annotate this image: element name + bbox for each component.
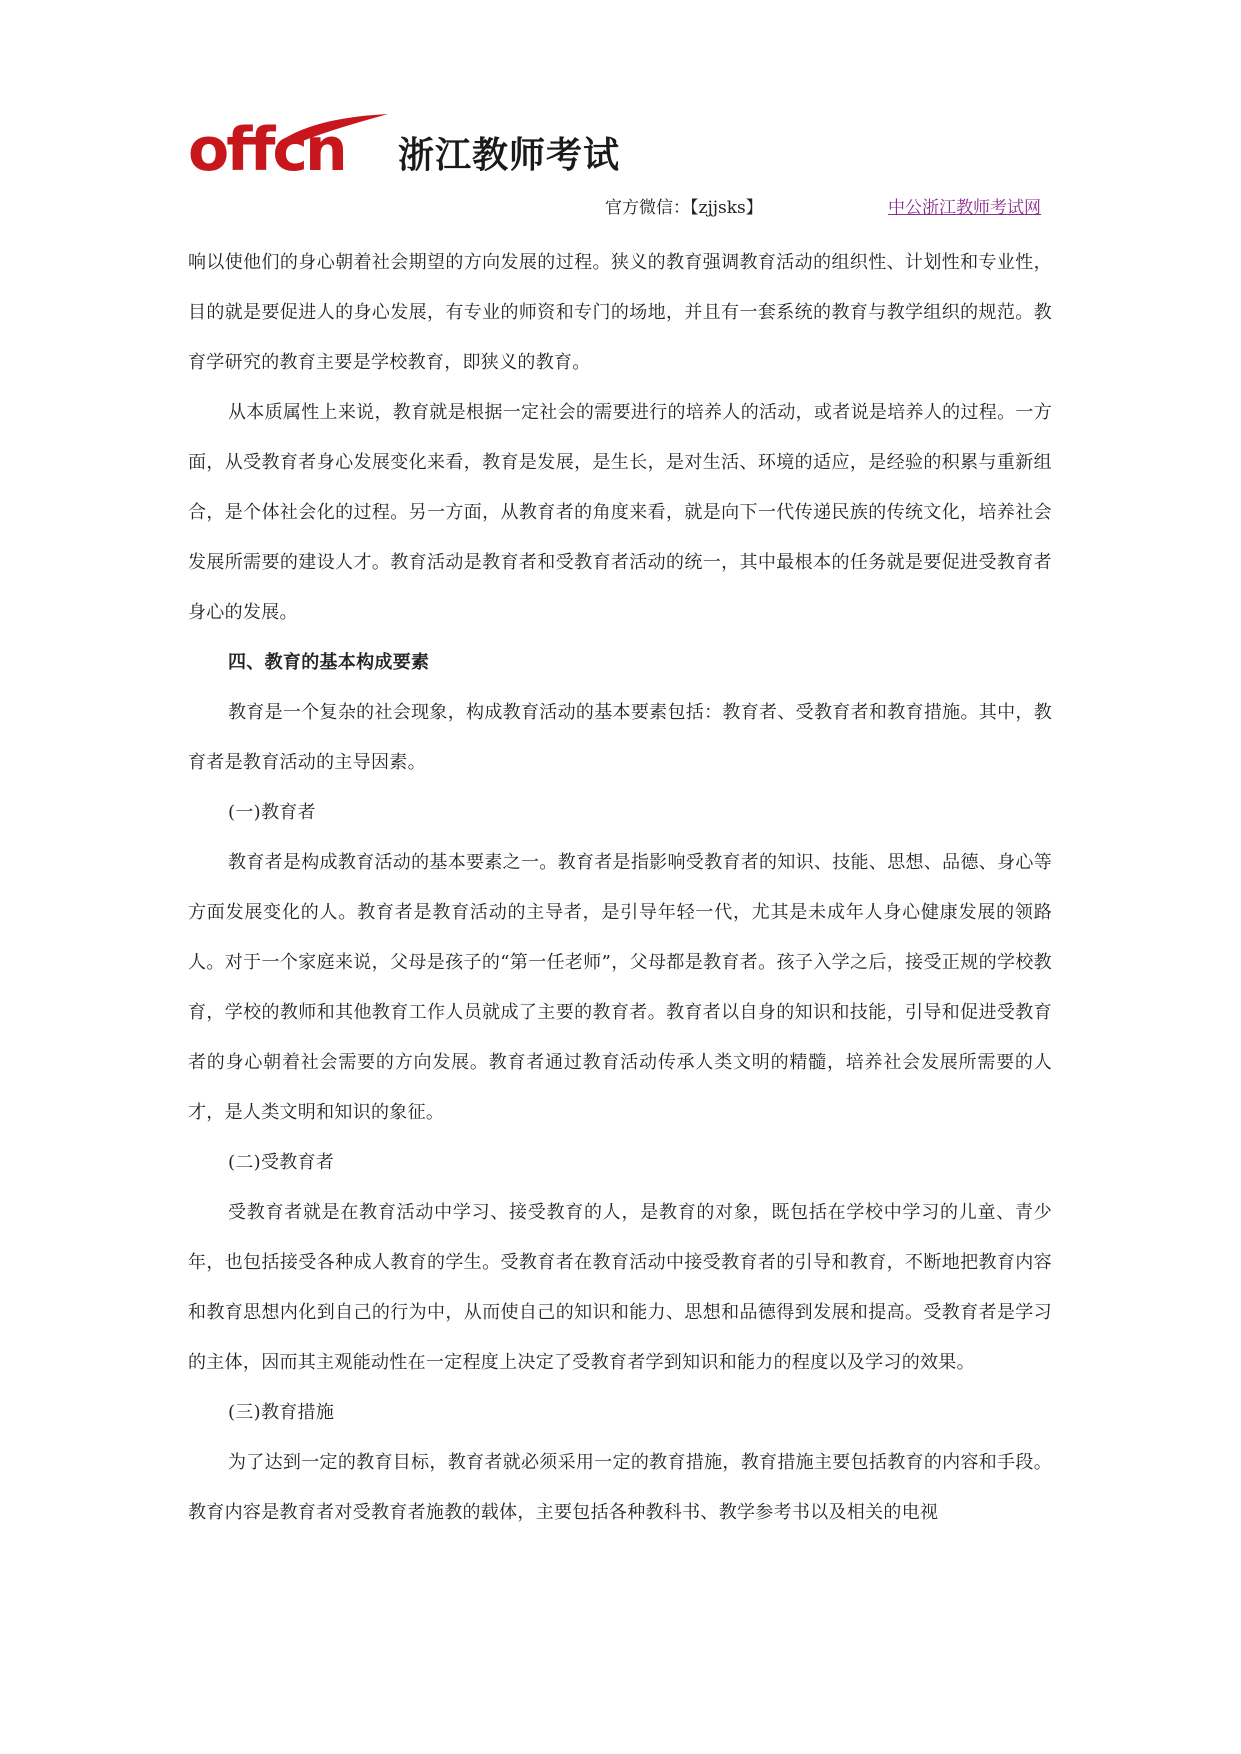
paragraph: 为了达到一定的教育目标，教育者就必须采用一定的教育措施，教育措施主要包括教育的内容和手段。教育内容是教育者对受教育者施教的载体，主要包括各种教科书、教学参考书以及相关的电视: [188, 1452, 1052, 1523]
wechat-account: 官方微信：【zjjsks】: [605, 198, 763, 218]
paragraph: (三)教育措施: [228, 1402, 335, 1423]
paragraph: 教育是一个复杂的社会现象，构成教育活动的基本要素包括：教育者、受教育者和教育措施。其中，教育者是教育活动的主导因素。: [188, 702, 1052, 773]
article-body: [188, 238, 1052, 1538]
paragraph: 从本质属性上来说，教育就是根据一定社会的需要进行的培养人的活动，或者说是培养人的过程。一方面，从受教育者身心发展变化来看，教育是发展，是生长，是对生活、环境的适应，是经验的积累与重新组合，是个体社会化的过程。另一方面，从教育者的角度来看，就是向下一代传递民族的传统文化，培养社会发展所需要的建设人才。教育活动是教育者和受教育者活动的统一，其中最根本的任务就是要促进受教育者身心的发展。: [188, 402, 1052, 623]
site-link[interactable]: 中公浙江教师考试网: [888, 198, 1041, 218]
logo-chinese-text: 浙江教师考试: [398, 135, 621, 176]
paragraph: (二)受教育者: [228, 1152, 335, 1173]
paragraph: (一)教育者: [228, 802, 316, 823]
logo-latin-text: offcn: [188, 115, 345, 185]
paragraph: 教育者是构成教育活动的基本要素之一。教育者是指影响受教育者的知识、技能、思想、品德、身心等方面发展变化的人。教育者是教育活动的主导者，是引导年轻一代，尤其是未成年人身心健康发展的领路人。对于一个家庭来说，父母是孩子的“第一任老师”，父母都是教育者。孩子入学之后，接受正规的学校教育，学校的教师和其他教育工作人员就成了主要的教育者。教育者以自身的知识和技能，引导和促进受教育者的身心朝着社会需要的方向发展。教育者通过教育活动传承人类文明的精髓，培养社会发展所需要的人才，是人类文明和知识的象征。: [188, 852, 1052, 1123]
paragraph: 响以使他们的身心朝着社会期望的方向发展的过程。狭义的教育强调教育活动的组织性、计划性和专业性，目的就是要促进人的身心发展，有专业的师资和专门的场地，并且有一套系统的教育与教学组织的规范。教育学研究的教育主要是学校教育，即狭义的教育。: [188, 252, 1052, 373]
section-heading: 四、教育的基本构成要素: [228, 652, 430, 673]
paragraph: 受教育者就是在教育活动中学习、接受教育的人，是教育的对象，既包括在学校中学习的儿童、青少年，也包括接受各种成人教育的学生。受教育者在教育活动中接受教育者的引导和教育，不断地把教育内容和教育思想内化到自己的行为中，从而使自己的知识和能力、思想和品德得到发展和提高。受教育者是学习的主体，因而其主观能动性在一定程度上决定了受教育者学到知识和能力的程度以及学习的效果。: [188, 1202, 1052, 1373]
